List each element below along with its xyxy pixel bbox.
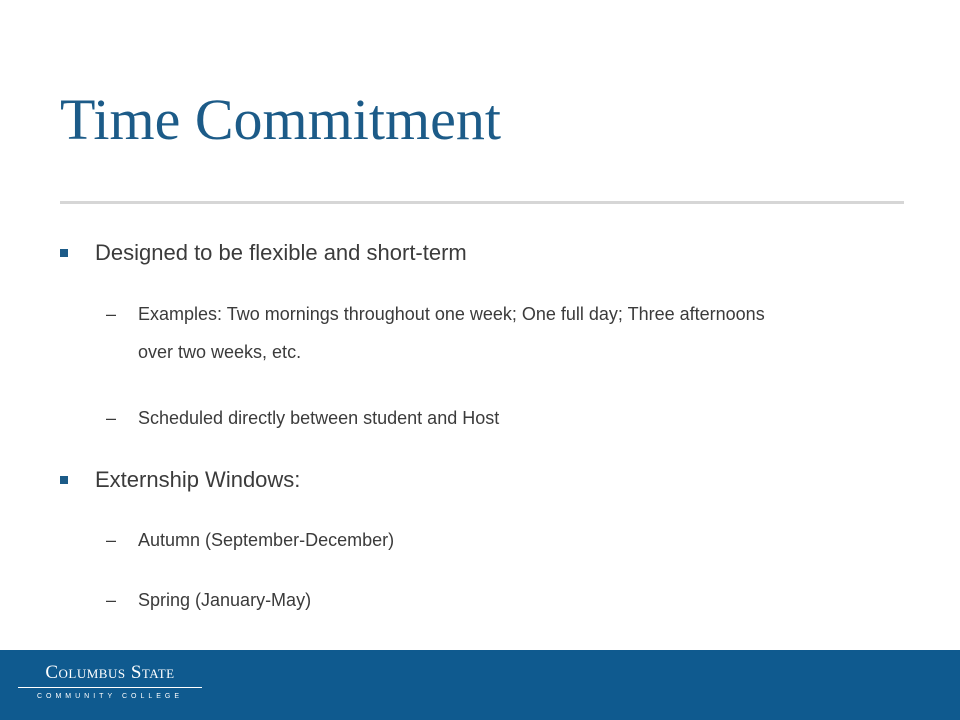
square-bullet-icon	[60, 249, 68, 257]
bullet-text: Designed to be flexible and short-term	[95, 240, 467, 265]
sub-bullet-item	[106, 295, 778, 371]
dash-marker: –	[106, 408, 117, 428]
bullet-text: Externship Windows:	[95, 467, 301, 492]
college-logo	[18, 662, 202, 702]
sub-bullet-text: Autumn (September-December)	[138, 530, 395, 550]
logo-wordmark: Columbus State	[45, 662, 175, 683]
sub-bullet-text: Scheduled directly between student and Host	[138, 408, 500, 428]
dash-marker: –	[106, 590, 117, 610]
sub-bullet-text: Examples: Two mornings throughout one week; One full day; Three afternoons over two weeks, etc.	[138, 304, 765, 362]
square-bullet-icon	[60, 476, 68, 484]
dash-marker: –	[106, 304, 117, 324]
bullet-item	[60, 466, 300, 494]
sub-bullet-text: Spring (January-May)	[138, 590, 312, 610]
sub-bullet-item	[106, 581, 778, 619]
footer-bar	[0, 650, 960, 720]
logo-subtitle: COMMUNITY COLLEGE	[36, 693, 184, 700]
sub-bullet-item	[106, 521, 778, 559]
bullet-item	[60, 239, 467, 267]
logo-divider	[18, 687, 202, 688]
slide-title: Time Commitment	[60, 87, 501, 152]
sub-bullet-item	[106, 399, 778, 437]
title-divider	[60, 201, 904, 204]
dash-marker: –	[106, 530, 117, 550]
